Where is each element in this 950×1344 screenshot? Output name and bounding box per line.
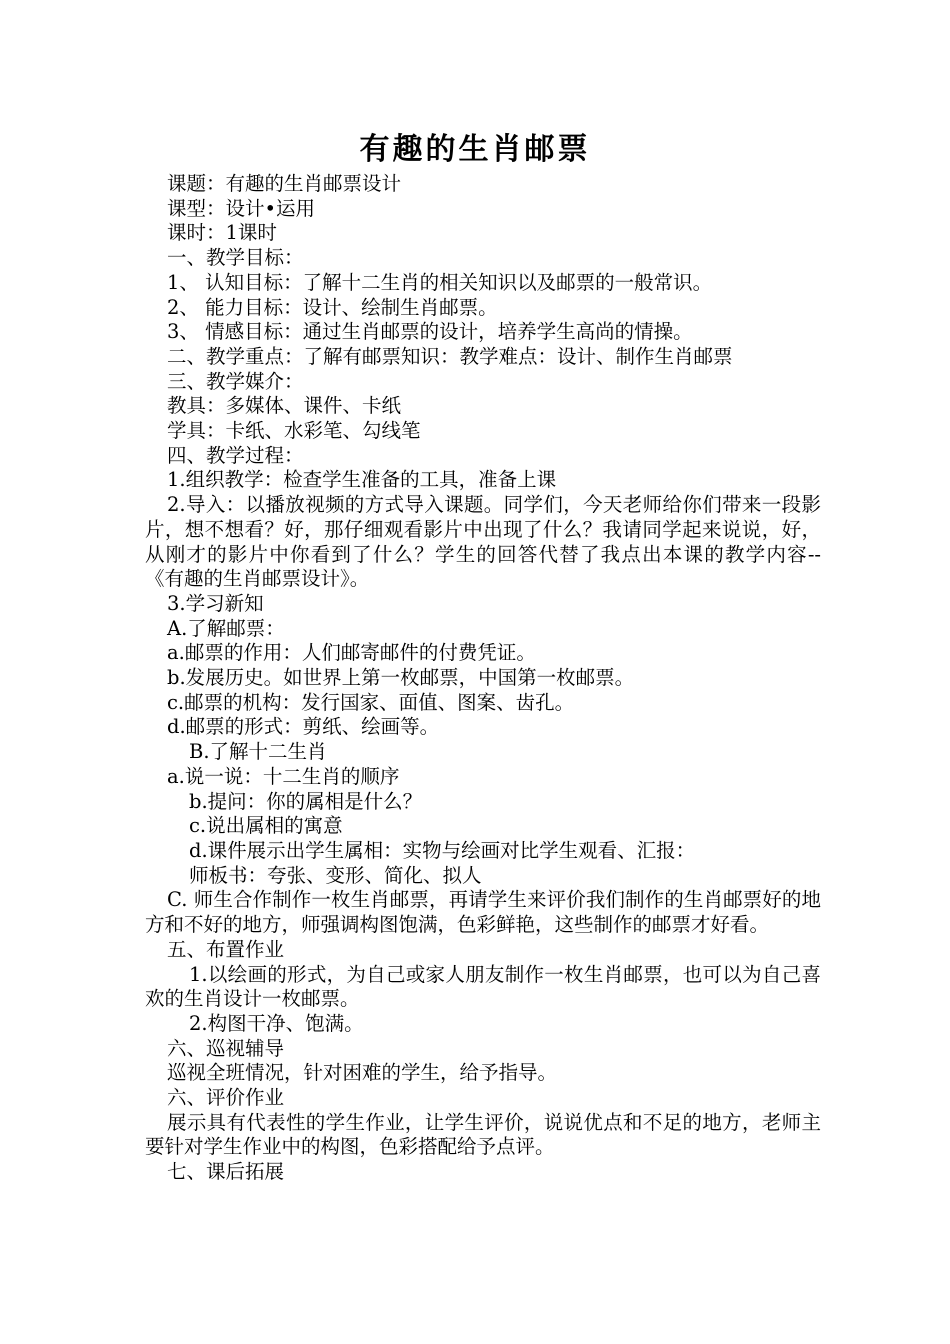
paragraph: B.了解十二生肖 xyxy=(189,740,327,764)
section-heading: 五、布置作业 xyxy=(167,937,285,961)
paragraph: 2.导入：以播放视频的方式导入课题。同学们，今天老师给你们带来一段影片，想不想看？好，那仔细观看影片中出现了什么？我请同学起来说说，好，从刚才的影片中你看到了什么？学生的回答代替了我点出本课的教学内容--《有趣的生肖邮票设计》。 xyxy=(145,493,821,591)
paragraph: A.了解邮票： xyxy=(167,616,285,640)
list-item: b.提问：你的属相是什么？ xyxy=(189,789,423,813)
section-heading: 三、教学媒介： xyxy=(167,369,304,393)
paragraph: 学具：卡纸、水彩笔、勾线笔 xyxy=(167,419,421,443)
paragraph: 2.构图干净、饱满。 xyxy=(189,1011,364,1035)
paragraph: 1.组织教学：检查学生准备的工具，准备上课 xyxy=(167,468,557,492)
list-item: a.说一说：十二生肖的顺序 xyxy=(167,764,400,788)
paragraph: 3.学习新知 xyxy=(167,591,264,615)
list-item: c.邮票的机构：发行国家、面值、图案、齿孔。 xyxy=(167,690,575,714)
section-heading: 六、评价作业 xyxy=(167,1086,285,1110)
section-heading: 七、课后拓展 xyxy=(167,1160,285,1184)
list-item: d.课件展示出学生属相：实物与绘画对比学生观看、汇报： xyxy=(189,838,696,862)
list-item: 1、 认知目标：了解十二生肖的相关知识以及邮票的一般常识。 xyxy=(167,270,713,294)
list-item: 3、 情感目标：通过生肖邮票的设计，培养学生高尚的情操。 xyxy=(167,320,693,344)
paragraph: 展示具有代表性的学生作业，让学生评价，说说优点和不足的地方，老师主要针对学生作业中的构图，色彩搭配给予点评。 xyxy=(145,1110,821,1159)
document-title: 有趣的生肖邮票 xyxy=(359,132,591,167)
paragraph: 教具：多媒体、课件、卡纸 xyxy=(167,394,402,418)
paragraph: 师板书：夸张、变形、简化、拟人 xyxy=(189,863,482,887)
list-item: b.发展历史。如世界上第一枚邮票，中国第一枚邮票。 xyxy=(167,666,635,690)
section-heading: 二、教学重点：了解有邮票知识：教学难点：设计、制作生肖邮票 xyxy=(167,344,733,368)
lesson-topic: 课题：有趣的生肖邮票设计 xyxy=(167,172,402,195)
lesson-type: 课型：设计•运用 xyxy=(167,196,316,220)
section-heading: 六、巡视辅导 xyxy=(167,1036,285,1060)
section-heading: 四、教学过程： xyxy=(167,443,304,467)
list-item: d.邮票的形式：剪纸、绘画等。 xyxy=(167,715,440,739)
paragraph: 1.以绘画的形式，为自己或家人朋友制作一枚生肖邮票，也可以为自己喜欢的生肖设计一枚邮票。 xyxy=(145,962,821,1011)
list-item: a.邮票的作用：人们邮寄邮件的付费凭证。 xyxy=(167,641,536,665)
list-item: c.说出属相的寓意 xyxy=(189,814,343,838)
lesson-hours: 课时：1课时 xyxy=(167,221,277,245)
section-heading: 一、教学目标： xyxy=(167,246,304,270)
list-item: 2、 能力目标：设计、绘制生肖邮票。 xyxy=(167,295,498,319)
paragraph: C. 师生合作制作一枚生肖邮票，再请学生来评价我们制作的生肖邮票好的地方和不好的地方，师强调构图饱满，色彩鲜艳，这些制作的邮票才好看。 xyxy=(145,888,821,937)
document-body xyxy=(145,172,821,1185)
paragraph: 巡视全班情况，针对困难的学生，给予指导。 xyxy=(167,1061,558,1085)
